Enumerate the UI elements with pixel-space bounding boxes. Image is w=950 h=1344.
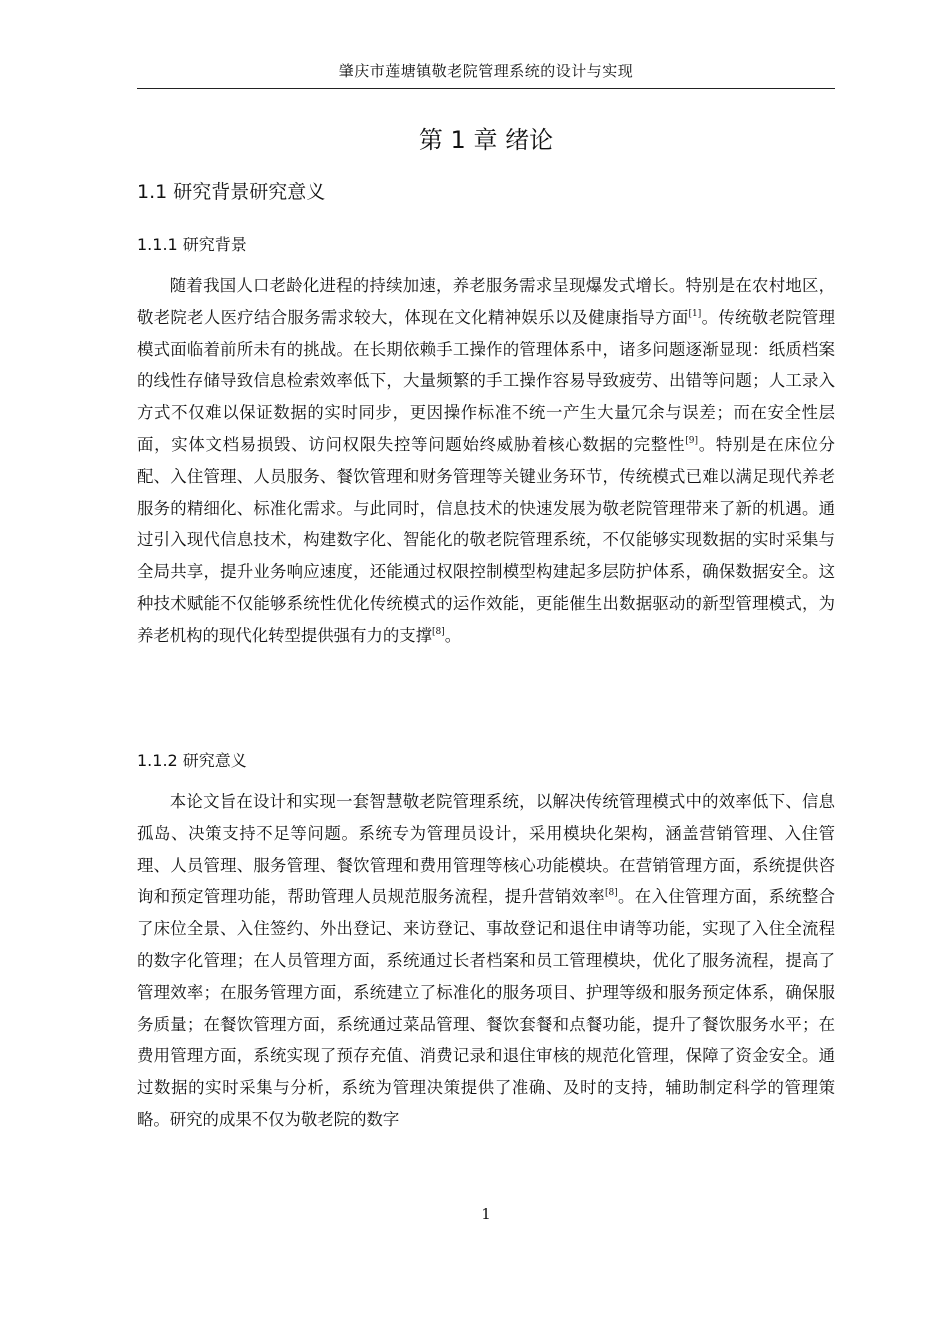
subsection-heading-significance: 1.1.2 研究意义 <box>137 751 247 770</box>
citation-ref: [8] <box>432 626 445 637</box>
paragraph-text: 随着我国人口老龄化进程的持续加速，养老服务需求呈现爆发式增长。特别是在农村地区，敬老院老人医疗结合服务需求较大，体现在文化精神娱乐以及健康指导方面 <box>137 276 835 327</box>
page-number: 1 <box>481 1205 491 1223</box>
chapter-title: 第 1 章 绪论 <box>418 126 554 154</box>
paragraph-text: 。特别是在床位分配、入住管理、人员服务、餐饮管理和财务管理等关键业务环节，传统模式已难以满足现代养老服务的精细化、标准化需求。与此同时，信息技术的快速发展为敬老院管理带来了新的机遇。通过引入现代信息技术，构建数字化、智能化的敬老院管理系统，不仅能够实现数据的实时采集与全局共享，提升业务响应速度，还能通过权限控制模型构建起多层防护体系，确保数据安全。这种技术赋能不仅能够系统性优化传统模式的运作效能，更能催生出数据驱动的新型管理模式，为养老机构的现代化转型提供强有力的支撑 <box>137 434 836 645</box>
paragraph-text: 。 <box>444 625 462 645</box>
section-heading: 1.1 研究背景研究意义 <box>137 181 326 203</box>
paragraph-background <box>137 270 835 652</box>
paragraph-text: 。在入住管理方面，系统整合了床位全景、入住签约、外出登记、来访登记、事故登记和退住申请等功能，实现了入住全流程的数字化管理；在人员管理方面，系统通过长者档案和员工管理模块，优化了服务流程，提高了管理效率；在服务管理方面，系统建立了标准化的服务项目、护理等级和服务预定体系，确保服务质量；在餐饮管理方面，系统通过菜品管理、餐饮套餐和点餐功能，提升了餐饮服务水平；在费用管理方面，系统实现了预存充值、消费记录和退住审核的规范化管理，保障了资金安全。通过数据的实时采集与分析，系统为管理决策提供了准确、及时的支持，辅助制定科学的管理策略。研究的成果不仅为敬老院的数字 <box>137 887 836 1129</box>
citation-ref: [8] <box>604 888 618 899</box>
paragraph-significance <box>137 786 835 1136</box>
citation-ref: [1] <box>688 308 702 319</box>
header-rule <box>137 88 835 89</box>
running-header: 肇庆市莲塘镇敬老院管理系统的设计与实现 <box>338 62 634 80</box>
subsection-heading-background: 1.1.1 研究背景 <box>137 235 247 254</box>
citation-ref: [9] <box>685 435 698 446</box>
paragraph-text: 本论文旨在设计和实现一套智慧敬老院管理系统，以解决传统管理模式中的效率低下、信息孤岛、决策支持不足等问题。系统专为管理员设计，采用模块化架构，涵盖营销管理、入住管理、人员管理、服务管理、餐饮管理和费用管理等核心功能模块。在营销管理方面，系统提供咨询和预定管理功能，帮助管理人员规范服务流程，提升营销效率 <box>137 792 835 907</box>
paragraph-text: 。传统敬老院管理模式面临着前所未有的挑战。在长期依赖手工操作的管理体系中，诸多问题逐渐显现：纸质档案的线性存储导致信息检索效率低下，大量频繁的手工操作容易导致疲劳、出错等问题；人工录入方式不仅难以保证数据的实时同步，更因操作标准不统一产生大量冗余与误差；而在安全性层面，实体文档易损毁、访问权限失控等问题始终威胁着核心数据的完整性 <box>137 307 836 454</box>
